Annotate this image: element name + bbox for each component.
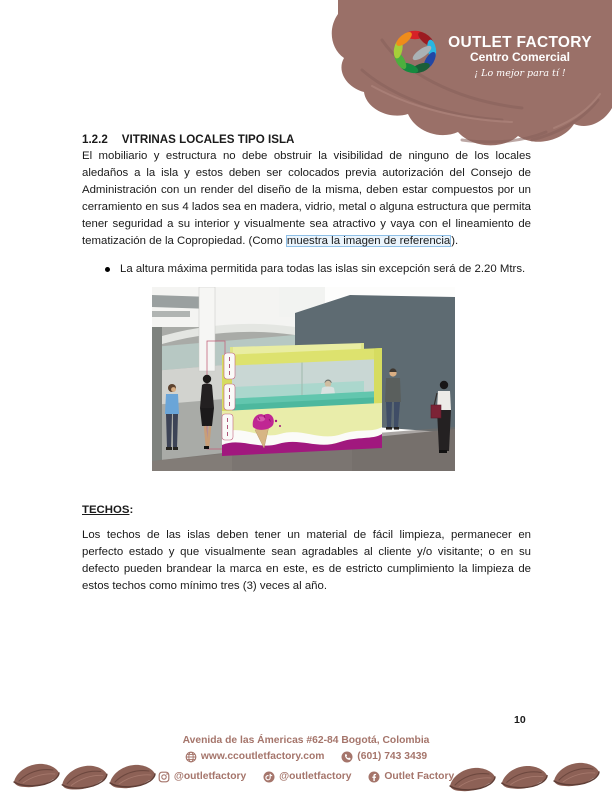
page-number: 10 xyxy=(514,714,526,726)
footer-facebook: Outlet Factory xyxy=(368,769,454,785)
logo-tagline: ¡ Lo mejor para tí ! xyxy=(474,68,566,79)
phone-icon xyxy=(341,751,353,763)
bullet-dot xyxy=(105,267,110,272)
footer-address: Avenida de las Ámericas #62-84 Bogotá, Colombia xyxy=(182,735,430,746)
facebook-icon xyxy=(368,771,380,783)
leaf-decoration-icon xyxy=(108,762,160,792)
section-number: 1.2.2 xyxy=(82,133,108,146)
leaf-decoration-icon xyxy=(552,760,604,790)
bullet-item xyxy=(82,261,531,278)
paragraph-techos: Los techos de las islas deben tener un material de fácil limpieza, permanecer en perfecto estado y que visualmente sean agradables al cliente y/o visitante; o en su defecto pueden brandear la marca en este, es de estricto cumplimiento la limpieza de estos techos como mínimo tres (3) veces al año. xyxy=(82,529,531,592)
logo-title: OUTLET FACTORY xyxy=(448,34,592,51)
section-title: VITRINAS LOCALES TIPO ISLA xyxy=(121,133,295,146)
paragraph-vitrinas xyxy=(82,148,531,250)
section-heading xyxy=(82,131,531,148)
bullet-text: La altura máxima permitida para todas las islas sin excepción será de 2.20 Mtrs. xyxy=(120,263,526,275)
main-content xyxy=(82,131,531,595)
logo-subtitle: Centro Comercial xyxy=(469,50,571,64)
sign-tags xyxy=(222,353,235,440)
reference-link-highlight[interactable]: muestra la imagen de referencia xyxy=(286,235,451,247)
paragraph-text: El mobiliario y estructura no debe obstruir la visibilidad de ninguno de los locales aledaños a la isla y estos deben ser colocados previa autorización del Consejo de Administración con un render del diseño de la misma, deben estar compuestos por un cerramiento en sus 4 lados sea en madera, vidrio, metal o alguna estructura que permita tener seguridad a su interior y visualmente sea atractivo y vaya con el lineamiento de tematización de la Copropiedad. (Como xyxy=(82,150,531,247)
footer-tiktok: @outletfactory xyxy=(263,769,351,785)
kiosk-render-illustration xyxy=(152,287,455,471)
footer-phone: (601) 743 3439 xyxy=(341,749,427,765)
footer-website: www.ccoutletfactory.com xyxy=(185,749,325,765)
reference-image xyxy=(152,287,455,471)
leaf-decoration-icon xyxy=(499,762,552,794)
leaf-decoration-icon xyxy=(12,761,64,791)
tiktok-icon xyxy=(263,771,275,783)
techos-heading: TECHOS: xyxy=(82,504,134,516)
leaf-decoration-icon xyxy=(448,765,500,795)
leaf-decoration-icon xyxy=(59,762,112,794)
paragraph-text-end: ). xyxy=(451,235,459,247)
globe-icon xyxy=(185,751,197,763)
footer-instagram: @outletfactory xyxy=(158,769,246,785)
